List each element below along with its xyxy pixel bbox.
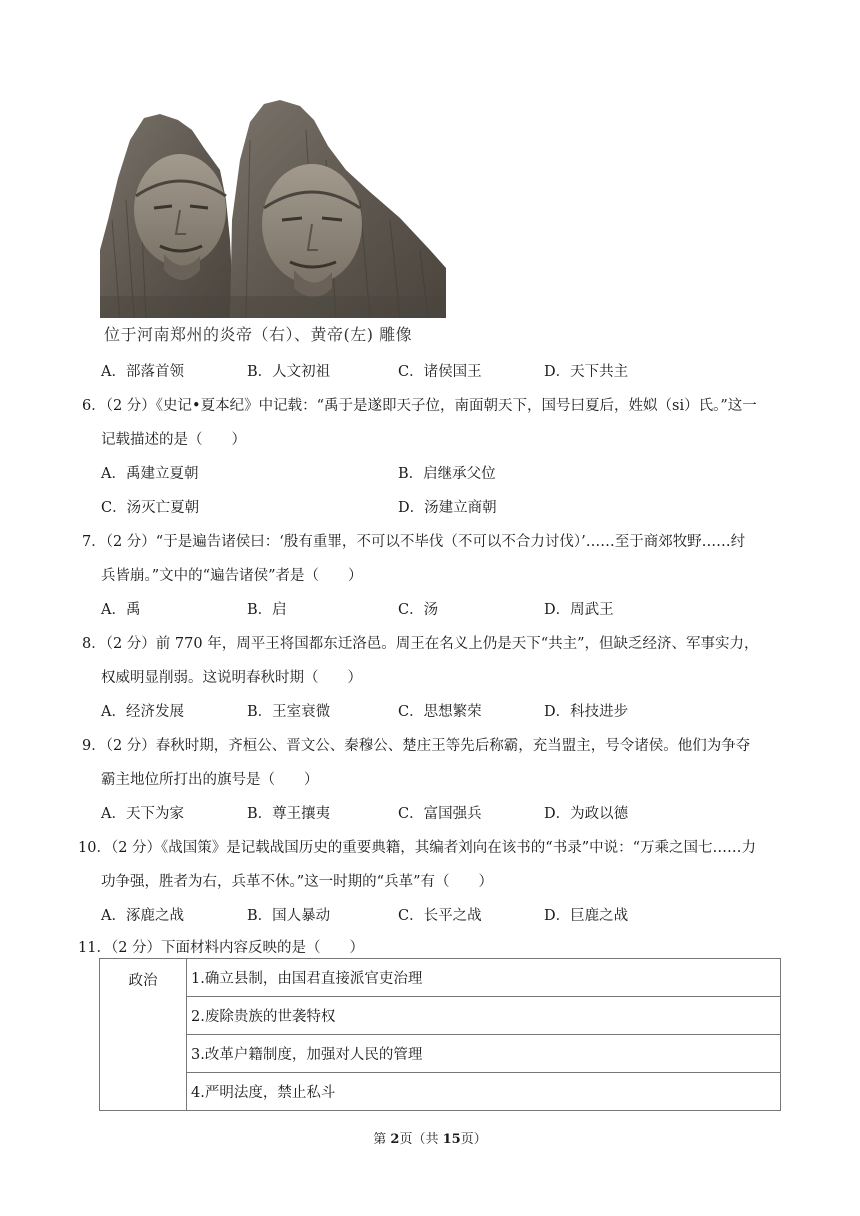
q10-stem-line1: 10．（2 分）《战国策》是记载战国历史的重要典籍，其编者刘向在该书的“书录”中说：“万乘之国七……力 [78,840,757,856]
table-cell: 2.废除贵族的世袭特权 [187,997,781,1035]
q8-stem-line2: 权威明显削弱。这说明春秋时期（ ） [101,670,362,686]
q5-option-d[interactable]: D．天下共主 [544,364,629,380]
q9-option-a[interactable]: A．天下为家 [101,806,184,822]
q7-option-d[interactable]: D．周武王 [544,602,614,618]
q5-option-b[interactable]: B．人文初祖 [247,364,331,380]
q9-stem-line1: 9．（2 分）春秋时期，齐桓公、晋文公、秦穆公、楚庄王等先后称霸，充当盟主，号令诸侯。他们为争夺 [82,738,751,754]
q7-option-a[interactable]: A．禹 [101,602,141,618]
q10-option-a[interactable]: A．涿鹿之战 [101,908,184,924]
q7-stem-line2: 兵皆崩。”文中的“遍告诸侯”者是（ ） [101,568,363,584]
page-footer [0,1128,860,1147]
table-row [100,997,781,1035]
q11-stem: 11．（2 分）下面材料内容反映的是（ ） [78,940,365,956]
q5-option-a[interactable]: A．部落首领 [101,364,184,380]
q9-option-b[interactable]: B．尊王攘夷 [247,806,331,822]
footer-middle: 页（共 [399,1132,443,1147]
q8-option-a[interactable]: A．经济发展 [101,704,184,720]
q9-option-d[interactable]: D．为政以德 [544,806,629,822]
q7-stem-line1: 7．（2 分）“于是遍告诸侯曰：‘殷有重罪，不可以不毕伐（不可以不合力讨伐）’……至于商郊牧野……纣 [82,534,746,550]
q6-option-c[interactable]: C．汤灭亡夏朝 [101,500,200,516]
q8-option-c[interactable]: C．思想繁荣 [398,704,482,720]
q10-stem-line2: 功争强，胜者为右，兵革不休。”这一时期的“兵革”有（ ） [101,874,493,890]
q7-option-c[interactable]: C．汤 [398,602,439,618]
q9-option-c[interactable]: C．富国强兵 [398,806,482,822]
footer-total-pages: 15 [442,1132,461,1147]
footer-prefix: 第 [373,1132,391,1147]
table-row [100,1035,781,1073]
table-row [100,959,781,997]
footer-suffix: 页） [460,1132,487,1147]
q10-option-d[interactable]: D．巨鹿之战 [544,908,629,924]
sculpture-figure [100,100,448,352]
q6-option-d[interactable]: D．汤建立商朝 [398,500,497,516]
q8-option-b[interactable]: B．王室衰微 [247,704,331,720]
q8-stem-line1: 8．（2 分）前 770 年，周平王将国都东迁洛邑。周王在名义上仍是天下“共主”，但缺乏经济、军事实力， [82,636,759,652]
table-row [100,1073,781,1111]
q6-option-b[interactable]: B．启继承父位 [398,466,496,482]
sculpture-photo [100,100,446,318]
q8-option-d[interactable]: D．科技进步 [544,704,629,720]
q11-material-table [99,958,781,1111]
q5-option-c[interactable]: C．诸侯国王 [398,364,482,380]
q9-stem-line2: 霸主地位所打出的旗号是（ ） [101,772,319,788]
table-category-cell: 政治 [100,959,187,1111]
q6-option-a[interactable]: A．禹建立夏朝 [101,466,199,482]
table-cell: 3.改革户籍制度，加强对人民的管理 [187,1035,781,1073]
q7-option-b[interactable]: B．启 [247,602,287,618]
q6-stem-line1: 6．（2 分）《史记•夏本纪》中记载：“禹于是遂即天子位，南面朝天下，国号曰夏后，姓姒（si）氏。”这一 [82,398,757,414]
q6-stem-line2: 记载描述的是（ ） [101,432,246,448]
footer-page-number: 2 [390,1132,400,1147]
q10-option-b[interactable]: B．国人暴动 [247,908,331,924]
table-cell: 4.严明法度，禁止私斗 [187,1073,781,1111]
q10-option-c[interactable]: C．长平之战 [398,908,482,924]
figure-caption: 位于河南郑州的炎帝（右）、黄帝(左) 雕像 [104,325,413,344]
table-cell: 1.确立县制，由国君直接派官吏治理 [187,959,781,997]
